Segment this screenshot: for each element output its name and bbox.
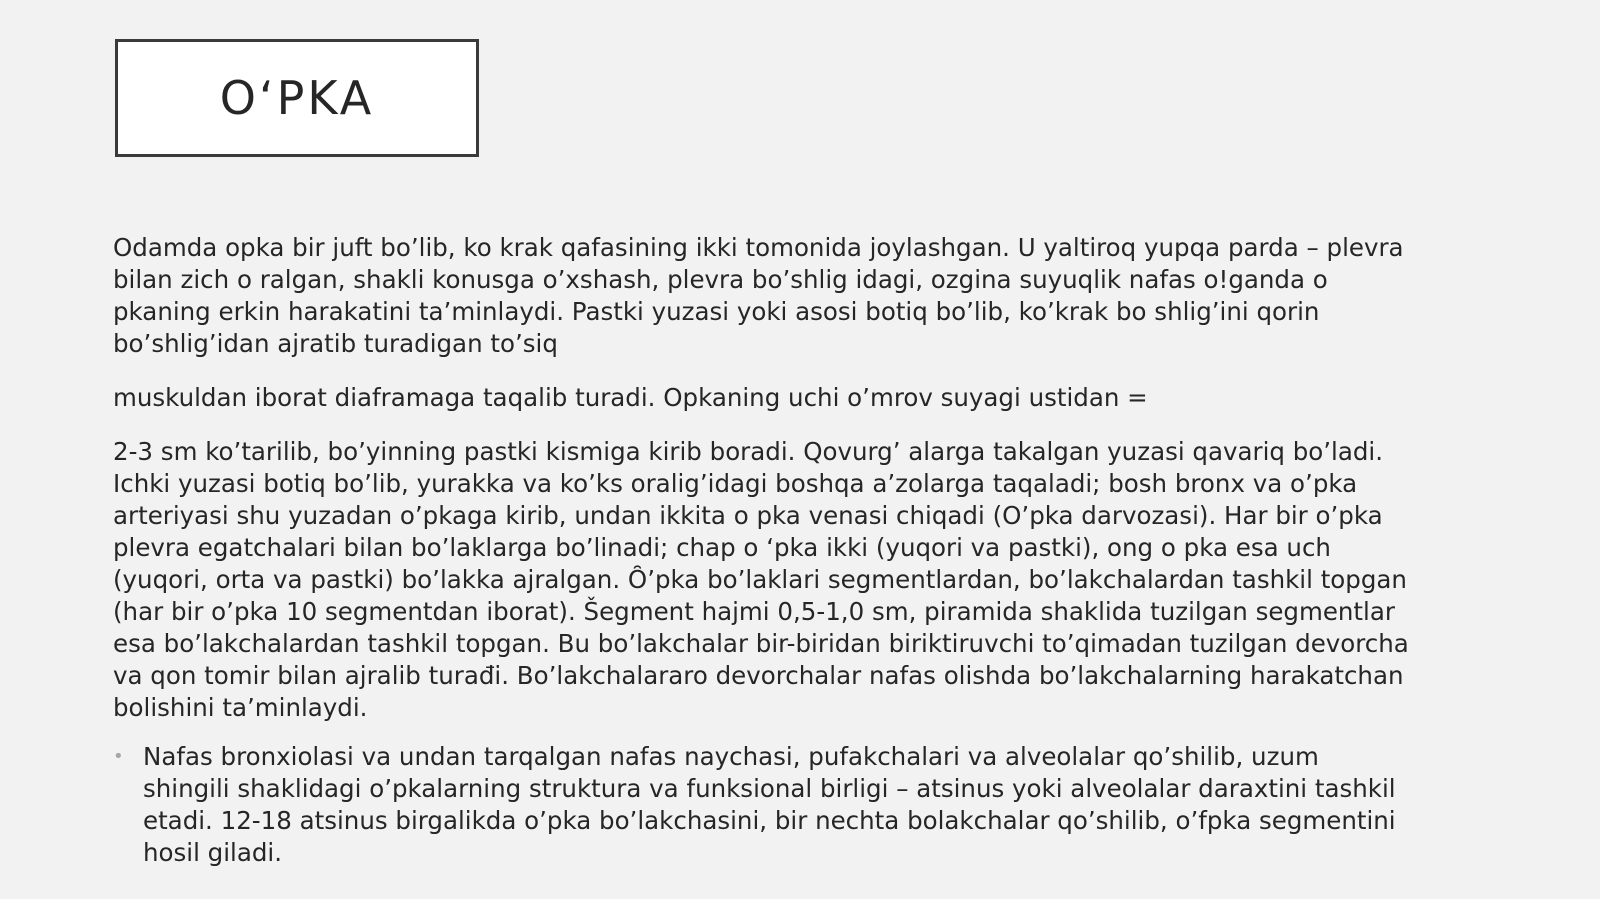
- bullet-list-item: [113, 741, 1413, 869]
- slide-title-box: [115, 39, 479, 157]
- slide-title: O‘PKA: [219, 71, 375, 125]
- body-paragraph: Odamda opka bir juft bo’lib, ko krak qafasining ikki tomonida joylashgan. U yaltiroq yupqa parda – plevra bilan zich o ralgan, shakli konusga o’xshash, plevra bo’shlig idagi, ozgina suyuqlik nafas o!ganda o pkaning erkin harakatini ta’minlaydi. Pastki yuzasi yoki asosi botiq bo’lib, ko’krak bo shlig’ini qorin bo’shlig’idan ajratib turadigan to’siq: [113, 233, 1404, 358]
- slide-body: [113, 232, 1413, 869]
- body-paragraph: muskuldan iborat diaframaga taqalib turadi. Opkaning uchi o’mrov suyagi ustidan =: [113, 383, 1148, 412]
- body-paragraph: 2-3 sm ko’tarilib, bo’yinning pastki kismiga kirib boradi. Qovurg’ alarga takalgan yuzasi qavariq bo’ladi. Ichki yuzasi botiq bo’lib, yurakka va ko’ks oralig’idagi boshqa a’zolarga taqaladi; bosh bronx va o’pka arteriyasi shu yuzadan o’pkaga kirib, undan ikkita o pka venasi chiqadi (O’pka darvozasi). Har bir o’pka plevra egatchalari bilan bo’laklarga bo’linadi; chap o ‘pka ikki (yuqori va pastki), ong o pka esa uch (yuqori, orta va pastki) bo’lakka ajralgan. Ȏ’pka bo’laklari segmentlardan, bo’lakchalardan tashkil topgan (har bir o’pka 10 segmentdan iborat). Šegment hajmi 0,5-1,0 sm, piramida shaklida tuzilgan segmentlar esa bo’lakchalardan tashkil topgan. Bu bo’lakchalar bir-biridan biriktiruvchi to’qimadan tuzilgan devorcha va qon tomir bilan ajralib turađi. Bo’lakchalararo devorchalar nafas olishda bo’lakchalarning harakatchan bolishini ta’minlaydi.: [113, 437, 1409, 722]
- bullet-marker-icon: •: [113, 746, 124, 767]
- bullet-text: Nafas bronxiolasi va undan tarqalgan nafas naychasi, pufakchalari va alveolalar qo’shilib, uzum shingili shaklidagi o’pkalarning struktura va funksional birligi – atsinus yoki alveolalar daraxtini tashkil etadi. 12-18 atsinus birgalikda o’pka bo’lakchasini, bir nechta bolakchalar qo’shilib, o’fpka segmentini hosil giladi.: [143, 742, 1396, 867]
